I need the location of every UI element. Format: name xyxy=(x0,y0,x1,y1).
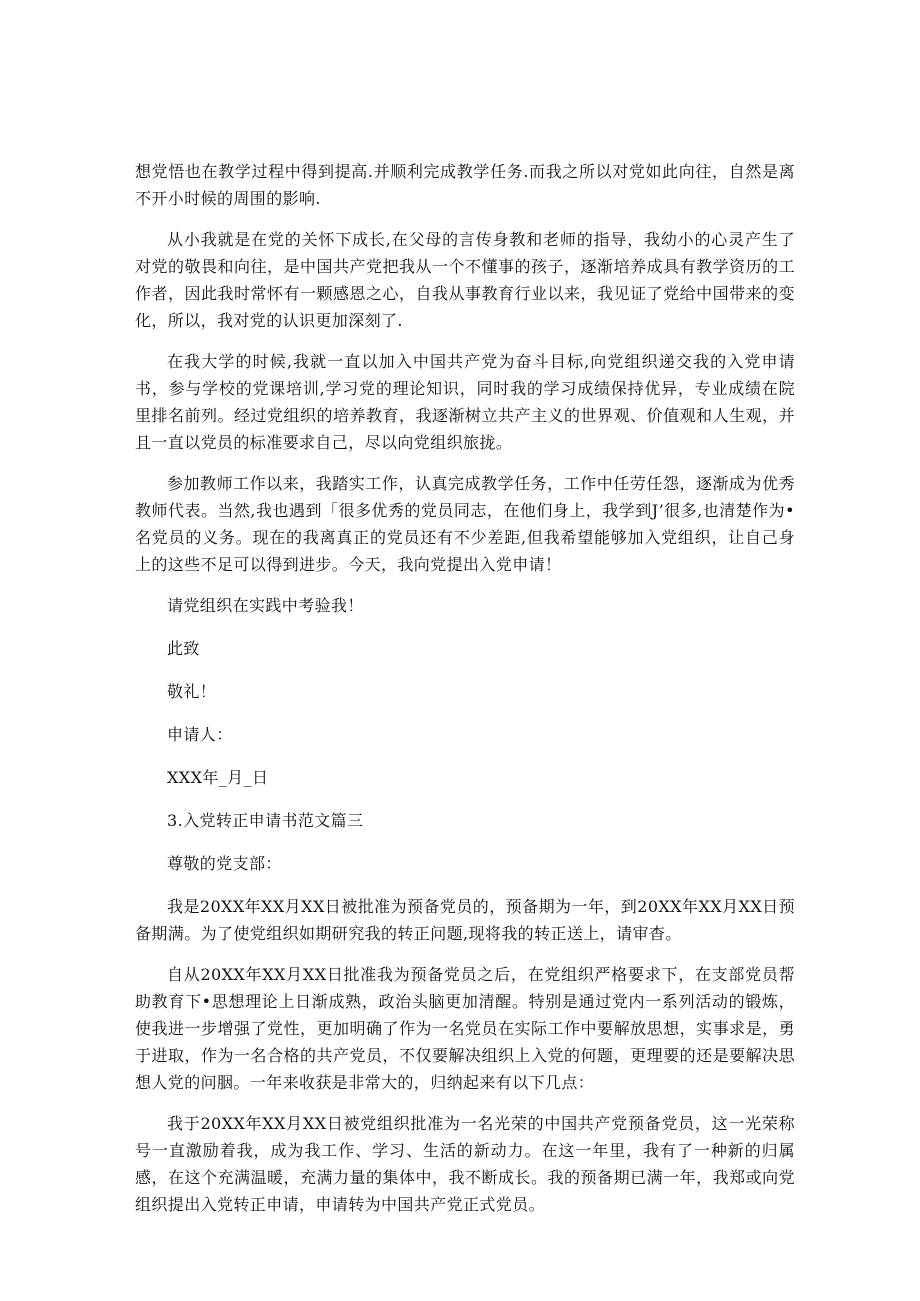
closing-request: 请党组织在实践中考验我！ xyxy=(167,596,364,615)
paragraph-growth: 自从20XX年XX月XX日批准我为预备党员之后，在党组织严格要求下，在支部党员帮助教育下•思想理论上日渐成熟，政治头脑更加清醒。特别是通过党内一系列活动的锻炼，使我进一步增强了党性，更加明确了作为一名党员在实际工作中要解放思想，实事求是，勇于进取，作为一名合格的共产党员，不仅要解决组织上入党的何题，更理要的还是要解决思想人党的问胭。一年来收获是非常大的，归纳起来有以下几点： xyxy=(135,965,795,1092)
closing-respect: 敬礼！ xyxy=(167,682,217,701)
applicant-label: 申请人： xyxy=(167,725,233,744)
greeting: 尊敬的党支部： xyxy=(167,854,282,873)
paragraph-childhood: 从小我就是在党的关怀下成长,在父母的言传身教和老师的指导，我幼小的心灵产生了对党的敬畏和向往，是中国共产党把我从一个不懂事的孩子，逐渐培养成具有教学资历的工作者，因此我时常怀有一颗感恩之心，自我从事教育行业以来，我见证了党给中国带来的变化，所以，我对党的认识更加深刻了. xyxy=(135,230,795,330)
date-line: XXX年_月_日 xyxy=(167,768,269,787)
paragraph-application: 我于20XX年XX月XX日被党组织批准为一名光荣的中国共产党预备党员，这一光荣称号一直激励着我，成为我工作、学习、生活的新动力。在这一年里，我有了一种新的归属感，在这个充满温暖，充满力量的集体中，我不断成长。我的预备期已满一年，我郑或向党组织提出入党转正申请，申请转为中国共产党正式党员。 xyxy=(135,1114,795,1214)
paragraph-continuation: 想党悟也在教学过程中得到提高.并顺利完成教学任务.而我之所以对党如此向往，自然是离不开小时候的周围的影响. xyxy=(135,162,795,208)
paragraph-teaching: 参加教师工作以来，我踏实工作，认真完成教学任务，工作中任劳任怨，逐渐成为优秀教师代表。当然,我也遇到「很多优秀的党员同志，在他们身上，我学到J’很多,也清楚作为•名党员的义务。现在的我离真正的党员还有不少差距,但我希望能够加入党组织，让自己身上的这些不足可以得到进步。今天，我向党提出入党申请！ xyxy=(135,474,795,574)
closing-salutation: 此致 xyxy=(167,639,200,658)
paragraph-probation: 我是20XX年XX月XX日被批准为预备党员的，预备期为一年，到20XX年XX月XX日预备期满。为了使党组织如期研究我的转正问题,现将我的转正送上，请审杳。 xyxy=(135,897,795,943)
document-body xyxy=(135,158,795,1232)
paragraph-university: 在我大学的时候,我就一直以加入中国共产党为奋斗目标,向党组织递交我的入党申请书，参与学校的党课培训,学习党的理论知识，同时我的学习成绩保持优异，专业成绩在院里排名前列。经过党组织的培养教育，我逐渐树立共产主义的世界观、价值观和人生观，并且一直以党员的标准要求自己，尽以向党组织旅拢。 xyxy=(135,352,795,452)
section-title: 3.入党转正申请书范文篇三 xyxy=(167,811,364,830)
